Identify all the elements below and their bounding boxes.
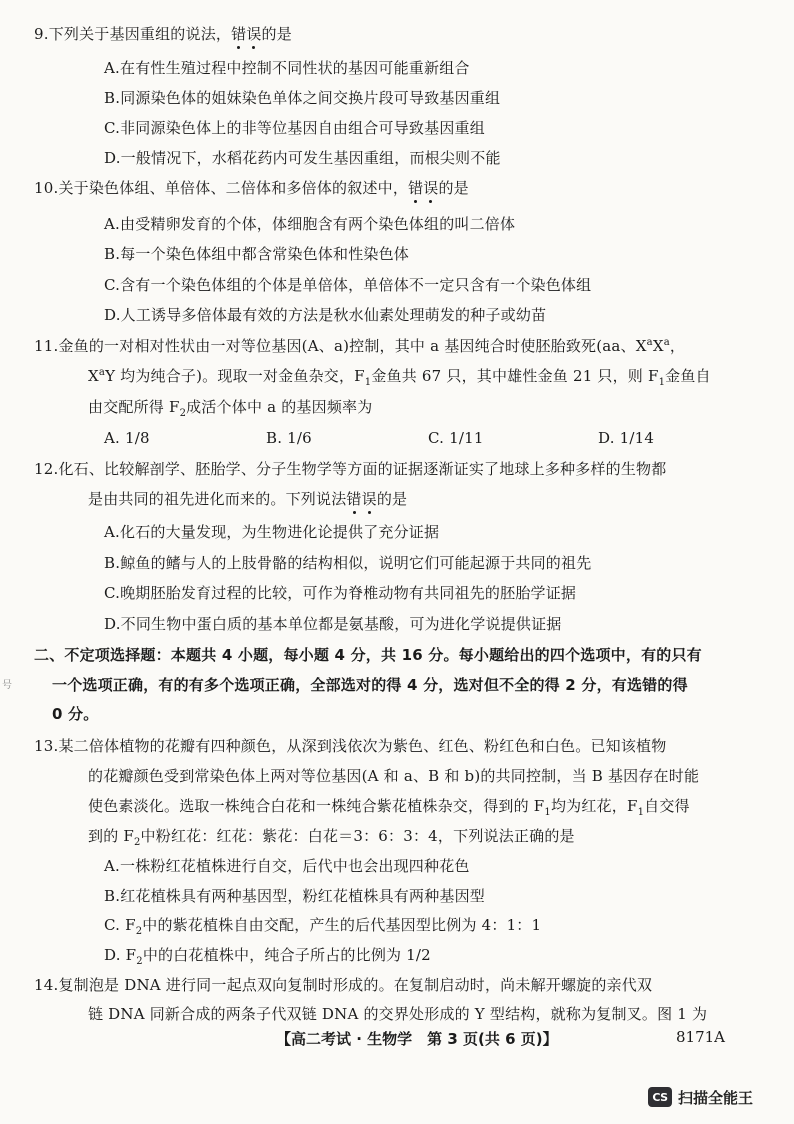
- q13-optd-b: 中的白花植株中，纯合子所占的比例为 1/2: [142, 946, 431, 964]
- q13-line-2: 的花瓣颜色受到常染色体上两对等位基因(A 和 a、B 和 b)的共同控制，当 B 基因存在时能: [88, 767, 700, 785]
- q13-optc-a: C. F: [104, 916, 136, 934]
- q13-optc-b: 中的紫花植株自由交配，产生的后代基因型比例为 4：1：1: [142, 916, 542, 934]
- q11-line3-sub: 2: [179, 408, 187, 419]
- q10-option-d: D.人工诱导多倍体最有效的方法是秋水仙素处理萌发的种子或幼苗: [104, 306, 547, 324]
- q11-line2-x: X: [88, 367, 99, 385]
- q13-line4-sub: 2: [133, 837, 141, 848]
- q9-stem-text: 9.下列关于基因重组的说法，: [34, 25, 232, 43]
- camscanner-icon: CS: [648, 1087, 672, 1107]
- q13-option-b: B.红花植株具有两种基因型，粉红花植株具有两种基因型: [104, 887, 485, 905]
- q12-line-2: [88, 489, 407, 509]
- q10-option-c: C.含有一个染色体组的个体是单倍体，单倍体不一定只含有一个染色体组: [104, 276, 592, 294]
- q12-emph: [346, 490, 376, 508]
- scanner-label: 扫描全能王: [678, 1088, 754, 1107]
- emphasis-char: 误: [361, 490, 377, 508]
- q11-line2-rest: Y 均为纯合子)。现取一对金鱼杂交，F: [105, 367, 365, 385]
- emphasis-char: 误: [423, 179, 439, 197]
- q12-option-b: B.鲸鱼的鳍与人的上肢骨骼的结构相似，说明它们可能起源于共同的祖先: [104, 554, 592, 572]
- q11-line1-text: 11.金鱼的一对相对性状由一对等位基因(A、a)控制，其中 a 基因纯合时使胚胎致死(aa、X: [34, 337, 647, 355]
- q11-option-c: C. 1/11: [428, 429, 484, 447]
- scanner-watermark: [648, 1086, 753, 1108]
- q11-line1-sup1: a: [646, 337, 653, 348]
- q13-line-3: [88, 796, 690, 816]
- q10-option-b: B.每一个染色体组中都含常染色体和性染色体: [104, 245, 409, 263]
- q9-tail: 的是: [261, 25, 292, 43]
- q13-line4-a: 到的 F: [88, 827, 134, 845]
- q11-option-a: A. 1/8: [104, 429, 150, 447]
- q11-line2-rest2: 金鱼共 67 只，其中雄性金鱼 21 只，则 F: [371, 367, 659, 385]
- section-2-title: 二、不定项选择题：本题共 4 小题，每小题 4 分，共 16 分。每小题给出的四个选项中，有的只有: [34, 646, 702, 664]
- q13-option-d: [104, 945, 431, 965]
- q13-optc-sub: 2: [135, 926, 143, 937]
- q11-option-b: B. 1/6: [266, 429, 312, 447]
- q12-line2-text: 是由共同的祖先进化而来的。下列说法: [88, 490, 347, 508]
- q9-option-a: A.在有性生殖过程中控制不同性状的基因可能重新组合: [104, 59, 470, 77]
- q14-line-1: 14.复制泡是 DNA 进行同一起点双向复制时形成的。在复制启动时，尚未解开螺旋的亲代双: [34, 976, 653, 994]
- q13-line3-c: 自交得: [644, 797, 690, 815]
- q11-line3-b: 成活个体中 a 的基因频率为: [186, 398, 373, 416]
- emphasis-char: 错: [231, 25, 247, 43]
- q11-line1-sup2: a: [663, 337, 670, 348]
- q11-line3-a: 由交配所得 F: [88, 398, 180, 416]
- q12-option-a: A.化石的大量发现，为生物进化论提供了充分证据: [104, 523, 440, 541]
- q13-line3-sub2: 1: [637, 807, 645, 818]
- page-footer: 【高二考试 · 生物学 第 3 页(共 6 页)】: [276, 1030, 558, 1048]
- q13-option-c: [104, 915, 541, 935]
- exam-code: 8171A: [676, 1028, 726, 1046]
- margin-mark: 号: [2, 680, 12, 691]
- q11-line1-end: ，: [669, 337, 686, 355]
- q13-optd-sub: 2: [136, 956, 143, 967]
- q10-option-a: A.由受精卵发育的个体，体细胞含有两个染色体组的叫二倍体: [104, 215, 516, 233]
- q11-line2-sub: 1: [364, 377, 372, 388]
- q12-tail: 的是: [376, 490, 408, 508]
- q11-line2-end: 金鱼自: [665, 367, 711, 385]
- q13-option-a: A.一株粉红花植株进行自交，后代中也会出现四种花色: [104, 857, 470, 875]
- q11-option-d: D. 1/14: [598, 429, 655, 447]
- q12-line-1: 12.化石、比较解剖学、胚胎学、分子生物学等方面的证据逐渐证实了地球上多种多样的生物都: [34, 460, 667, 478]
- q13-line3-b: 均为红花，F: [550, 797, 638, 815]
- q9-option-c: C.非同源染色体上的非等位基因自由组合可导致基因重组: [104, 119, 485, 137]
- q11-line-3: [88, 397, 372, 417]
- emphasis-char: 错: [408, 179, 424, 197]
- q13-line3-sub: 1: [544, 807, 551, 818]
- section-2-line-3: 0 分。: [52, 705, 99, 723]
- q11-line-1: [34, 336, 685, 356]
- q10-emph: [408, 179, 438, 197]
- q9-option-b: B.同源染色体的姐妹染色单体之间交换片段可导致基因重组: [104, 89, 501, 107]
- emphasis-char: 误: [246, 25, 262, 43]
- emphasis-char: 错: [346, 490, 362, 508]
- q9-option-d: D.一般情况下，水稻花药内可发生基因重组，而根尖则不能: [104, 149, 501, 167]
- q13-line3-a: 使色素淡化。选取一株纯合白花和一株纯合紫花植株杂交，得到的 F: [88, 797, 545, 815]
- q14-line-2: 链 DNA 同新合成的两条子代双链 DNA 的交界处形成的 Y 型结构，就称为复制叉。图 1 为: [88, 1005, 708, 1023]
- q11-line1-x2: X: [652, 337, 664, 355]
- q11-line-2: [88, 366, 711, 386]
- q12-option-c: C.晚期胚胎发育过程的比较，可作为脊椎动物有共同祖先的胚胎学证据: [104, 584, 577, 602]
- q13-optd-a: D. F: [104, 946, 137, 964]
- q12-option-d: D.不同生物中蛋白质的基本单位都是氨基酸，可为进化学说提供证据: [104, 615, 562, 633]
- q10-stem-text: 10.关于染色体组、单倍体、二倍体和多倍体的叙述中，: [34, 179, 409, 197]
- q13-line-4: [88, 826, 575, 846]
- q13-line4-b: 中粉红花：红花：紫花：白花＝3：6：3：4，下列说法正确的是: [140, 827, 575, 845]
- q11-line2-sup: a: [98, 367, 106, 378]
- q10-tail: 的是: [438, 179, 469, 197]
- q11-line2-sub2: 1: [658, 377, 666, 388]
- q10-stem: [34, 178, 469, 198]
- q9-stem: [34, 24, 292, 44]
- q9-emph: [231, 25, 261, 43]
- q13-line-1: 13.某二倍体植物的花瓣有四种颜色，从深到浅依次为紫色、红色、粉红色和白色。已知该植物: [34, 737, 667, 755]
- section-2-line-2: 一个选项正确，有的有多个选项正确，全部选对的得 4 分，选对但不全的得 2 分，有选错的得: [52, 676, 688, 694]
